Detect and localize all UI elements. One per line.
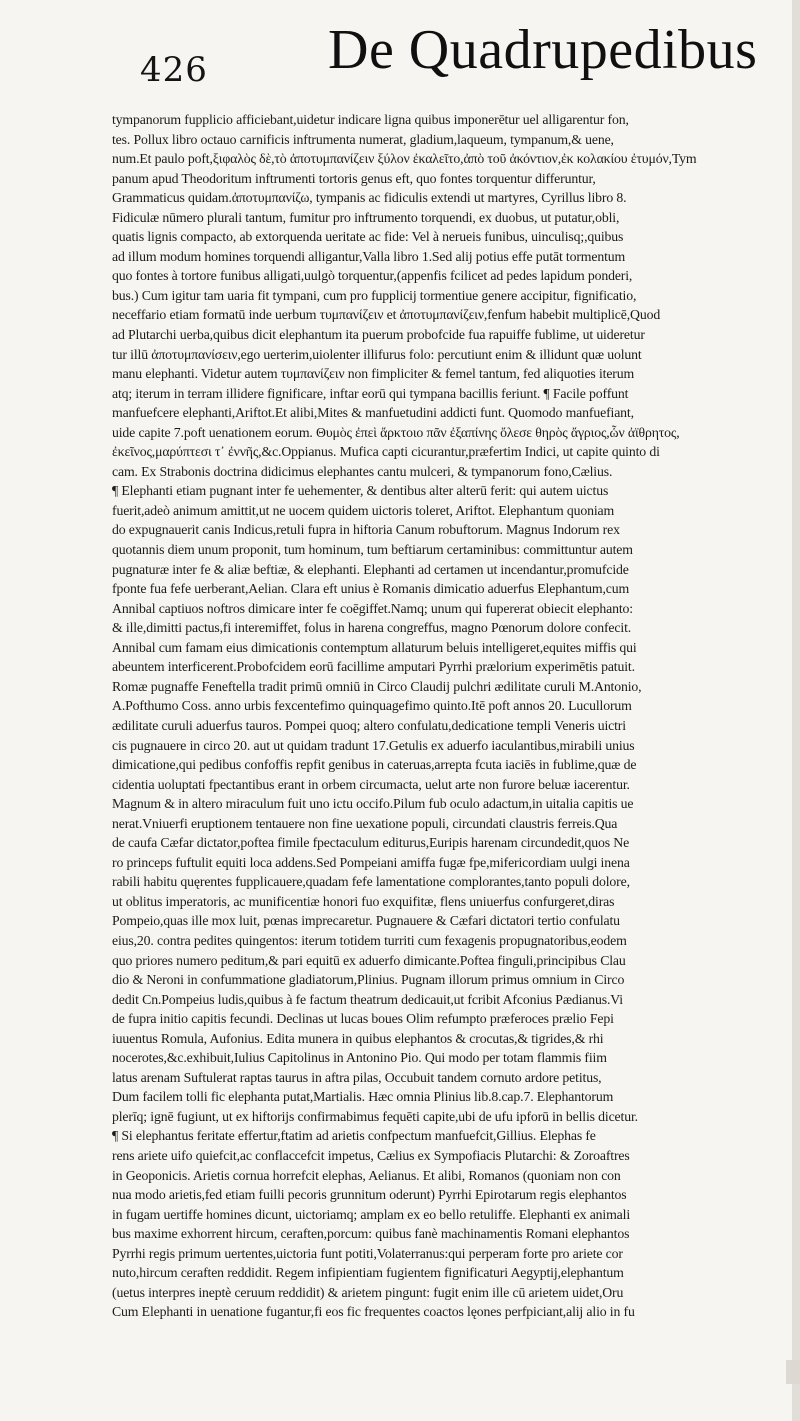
text-line: Pyrrhi regis primum uertentes,uictoria funt potiti,Volaterranus:qui perperam forte pro ariete cor	[112, 1245, 623, 1261]
text-line: fuerit,adeò animum amittit,ut ne uocem quidem uictoris toleret, Ariftot. Elephantum quoniam	[112, 502, 615, 518]
text-line: ro princeps fuftulit equiti loca addens.Sed Pompeiani amiffa fugæ fpe,mifericordiam uulgi inena	[112, 854, 630, 870]
text-line: cis pugnauere in circo 20. aut ut quidam tradunt 17.Getulis ex aduerfo iaculantibus,mirabili unius	[112, 737, 635, 753]
text-line: atq; iterum in terram illidere fignificare, inftar eorū qui tympana bacillis feriunt. ¶ Facile poffunt	[112, 385, 629, 401]
text-line: nerat.Vniuerfi eruptionem tentauere non fine uexatione populi, circundati claustris ferreis.Qua	[112, 815, 618, 831]
text-line: bus.) Cum igitur tam uaria fit tympani, cum pro fupplicij tormentiue genere accipitur, fignificatio,	[112, 287, 637, 303]
body-text	[112, 110, 792, 1322]
text-line: ædilitate curuli aduerfus tauros. Pompei quoq; altero confulatu,dedicatione templi Veneris uictri	[112, 717, 626, 733]
text-line: ad Plutarchi uerba,quibus dicit elephantum ita puerum probofcide fua rapuiffe fublime, ut uideretur	[112, 327, 645, 343]
text-line: Pompeio,quas ille mox luit, pœnas imprecaretur. Pugnauere & Cæfari dictatori tertio confulatu	[112, 913, 620, 929]
text-line: tympanorum fupplicio afficiebant,uidetur indicare ligna quibus imponerētur uel alligarentur fon,	[112, 112, 629, 127]
text-line: Annibal captiuos noftros dimicare inter fe coēgiffet.Namq; unum qui fupererat obiecit elephanto:	[112, 600, 633, 616]
text-line: Grammaticus quidam.ἀποτυμπανίζω, tympanis ac fidiculis extendi ut martyres, Cyrillus libro 8.	[112, 190, 627, 206]
text-line: cam. Ex Strabonis doctrina didicimus elephantes cantu mulceri, & tympanorum fono,Cælius.	[112, 463, 613, 479]
text-line: eius,20. contra pedites quingentos: iterum totidem turriti cum fexagenis propugnatoribus,eodem	[112, 932, 627, 948]
text-line: nua modo arietis,fed etiam fuilli pecoris grunnitum oderunt) Pyrrhi Epirotarum regis elephantos	[112, 1187, 627, 1203]
text-line: nuto,hircum ceraften reddidit. Regem infipientiam fugientem fignificaturi Aegyptij,elephantum	[112, 1265, 624, 1281]
text-line: Annibal cum famam eius dimicationis contemptum allaturum beluis intelligeret,equites miffis qui	[112, 639, 637, 655]
text-line: dedit Cn.Pompeius ludis,quibus à fe factum theatrum dedicauit,ut fcribit Afconius Pædianus.Vi	[112, 991, 623, 1007]
text-line: latus arenam Suftulerat raptas taurus in aftra pilas, Occubuit tandem cornuto ardore petitus,	[112, 1069, 602, 1085]
text-line: quo fontes à tortore funibus alligati,uulgò torquentur,(appenfis fcilicet ad pedes lapidum ponderi,	[112, 268, 633, 284]
text-line: neceffario etiam formatū inde uerbum τυμπανίζειν et ἀποτυμπανίζειν,fenfum habebit multiplicē,Quod	[112, 307, 661, 323]
text-line: quo priores numero peditum,& pari equitū ex aduerfo dimicante.Poftea finguli,principibus Clau	[112, 952, 626, 968]
text-line: tur illū ἀποτυμπανίσειν,ego uerterim,uiolenter illifurus folo: percutiunt enim & illidunt quæ uolunt	[112, 346, 642, 362]
text-line: bus maxime exhorrent hircum, ceraften,porcum: quibus fanè machinamentis Romani elephantos	[112, 1226, 630, 1242]
text-line: rabili habitu quęrentes fupplicauere,quadam fefe lamentatione complorantes,tanto populi dolore,	[112, 874, 630, 890]
text-line: de fupra initio capitis fecundi. Declinas ut lucas boues Olim refumpto præferoces prælio Fepi	[112, 1011, 614, 1027]
text-line: quatis lignis compacto, ab extorquenda ueritate ac fide: Vel à nerueis funibus, uinculisq;,quibus	[112, 229, 624, 245]
text-line: abeuntem interficerent.Probofcidem eorū facillime amputari Pyrrhi prælorium experimētis patuit.	[112, 659, 635, 675]
text-line: Magnum & in altero miraculum fuit uno ictu occifo.Pilum fub oculo adactum,in uitalia capitis ue	[112, 796, 634, 812]
text-line: ¶ Elephanti etiam pugnant inter fe uehementer, & dentibus alter alterū ferit: qui autem uictus	[112, 483, 609, 499]
text-line: ¶ Si elephantus feritate effertur,ftatim ad arietis confpectum manfuefcit,Gillius. Elephas fe	[112, 1128, 596, 1144]
text-line: ἐκεῖνος,μαρύπτεσι τ᾽ ἐννῆς,&c.Oppianus. Mufica capti cicurantur,præfertim Indici, ut capite quinto di	[112, 444, 660, 460]
text-line: A.Pofthumo Coss. anno urbis fexcentefimo quinquagefimo quinto.Itē poft annos 20. Lucullorum	[112, 698, 632, 714]
text-line: do expugnauerit canis Indicus,retuli fupra in hiftoria Canum robuftorum. Magnus Indorum rex	[112, 522, 620, 538]
text-line: panum apud Theodoritum inftrumenti tortoris genus eft, quo fontes torquentur differuntur,	[112, 170, 596, 186]
running-title: De Quadrupedibus	[328, 19, 758, 81]
text-line: ut oblitus imperatoris, ac munificentiæ honori fuo exquifitæ, flens uniuerfus confurgeret,diras	[112, 893, 615, 909]
text-line: manu elephanti. Videtur autem τυμπανίζειν non fimpliciter & femel tantum, fed aliquoties iterum	[112, 366, 635, 382]
text-line: & ille,dimitti pactus,fi interemiffet, folus in harena congreffus, magno Pœnorum dolore confecit.	[112, 620, 632, 636]
text-line: fponte fua fefe uerberant,Aelian. Clara eft unius è Romanis dimicatio aduerfus Elephantum,cum	[112, 581, 630, 597]
text-line: rens ariete uifo quiefcit,ac conflaccefcit impetus, Cælius ex Sympofiacis Plutarchi: & Zoroaftres	[112, 1147, 630, 1163]
page-gutter-shadow	[792, 0, 800, 1421]
page-number: 426	[140, 50, 208, 90]
text-line: Romæ pugnaffe Feneftella tradit primū omniū in Circo Claudij pulchri ædilitate curuli M.Antonio,	[112, 678, 642, 694]
text-line: Dum facilem tolli fic elephanta putat,Martialis. Hæc omnia Plinius lib.8.cap.7. Elephantorum	[112, 1089, 614, 1105]
text-line: iuuentus Romula, Aufonius. Edita munera in quibus elephantos & crocutas,& tigrides,& rhi	[112, 1030, 604, 1046]
text-line: uide capite 7.poft uenationem eorum. Θυμὸς ἐπεὶ ἄρκτοιο πᾶν ἐξαπίνης ὄλεσε θηρὸς ἄγριος,ὧν ἀϊθρητος,	[112, 424, 680, 440]
text-line: dimicatione,qui pedibus confoffis repfit genibus in cateruas,arrepta fcuta iaciēs in fublime,quæ de	[112, 757, 637, 773]
text-line: (uetus interpres ineptè ceruum reddidit) & arietem pingunt: fugit enim ille cū arietem uidet,Oru	[112, 1284, 624, 1300]
text-line: dio & Neroni in confummatione gladiatorum,Plinius. Pugnam illorum primus omnium in Circo	[112, 972, 625, 988]
text-line: num.Et paulo poft,ξιφαλὸς δὲ,τὸ ἀποτυμπανίζειν ξύλον ἐκαλεῖτο,ἀπὸ τοῦ ἀκόντιον,ἐκ κολακίου ἐτυμόν,Tym	[112, 151, 697, 167]
text-line: in Geoponicis. Arietis cornua horrefcit elephas, Aelianus. Et alibi, Romanos (quoniam non con	[112, 1167, 621, 1183]
text-line: tes. Pollux libro octauo carnificis inftrumenta numerat, gladium,laqueum, tympanum,& uene,	[112, 131, 614, 147]
text-line: pugnaturæ inter fe & aliæ beftiæ, & elephanti. Elephanti ad certamen ut incendantur,promufcide	[112, 561, 629, 577]
text-line: manfuefcere elephanti,Ariftot.Et alibi,Mites & manfuetudini addicti funt. Quomodo manfuefiant,	[112, 405, 634, 421]
text-line: plerīq; ignē fugiunt, ut ex hiftorijs confirmabimus fequēti capite,ubi de ufu ipforū in bellis dicetur.	[112, 1108, 638, 1124]
text-line: nocerotes,&c.exhibuit,Iulius Capitolinus in Antonino Pio. Qui modo per totam flammis fiim	[112, 1050, 607, 1066]
text-line: ad illum modum homines torquendi alligantur,Valla libro 1.Sed alij potius effe putāt tormentum	[112, 248, 626, 264]
text-line: Cum Elephanti in uenatione fugantur,fi eos fic frequentes coactos lęones perfpiciant,alij alio in fu	[112, 1304, 635, 1320]
text-line: quotannis diem unum proponit, tum hominum, tum beftiarum certaminibus: committuntur autem	[112, 542, 633, 558]
text-line: in fugam uertiffe homines dicunt, uictoriamq; amplam ex eo bello retuliffe. Elephanti ex animali	[112, 1206, 631, 1222]
text-line: de caufa Cæfar dictator,poftea fimile fpectaculum editurus,Euripis harenam circundedit,quos Ne	[112, 835, 630, 851]
text-line: cidentia uoluptati fpectantibus erant in orbem circumacta, uelut arte non furore beluæ iacerentur.	[112, 776, 630, 792]
page-header	[0, 19, 800, 112]
text-line: Fidiculæ nūmero plurali tantum, fumitur pro inftrumento torquendi, ex duobus, ut putatur,obli,	[112, 209, 620, 225]
page-edge-mark	[786, 1360, 800, 1384]
